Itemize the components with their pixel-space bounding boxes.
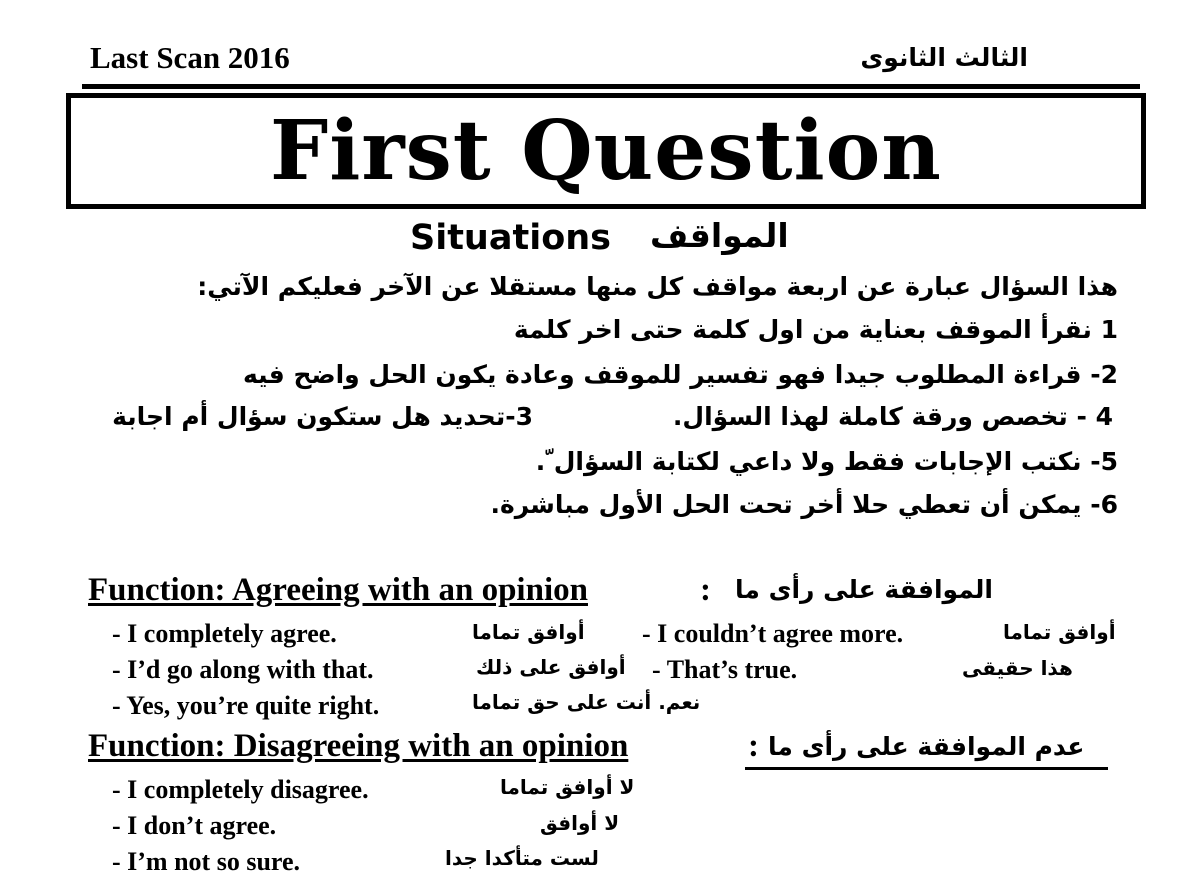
instruction-step-2: 2- قراءة المطلوب جيدا فهو تفسير للموقف وعادة يكون الحل واضح فيه <box>243 360 1118 389</box>
instructions-intro: هذا السؤال عبارة عن اربعة مواقف كل منها مستقلا عن الآخر فعليكم الآتي: <box>197 272 1118 301</box>
phrase-ar: نعم. أنت على حق تماما <box>472 690 701 714</box>
header-last-scan: Last Scan 2016 <box>90 40 290 75</box>
subtitle-situations-ar: المواقف <box>650 216 789 255</box>
header-rule <box>82 84 1140 89</box>
phrase-ar: أوافق تماما <box>472 620 585 644</box>
header-grade: الثالث الثانوى <box>860 43 1028 72</box>
phrase-ar: أوافق تماما <box>1003 620 1116 644</box>
phrase-en: - I’m not so sure. <box>112 847 301 876</box>
function-agreeing-title: Function: Agreeing with an opinion <box>88 572 588 608</box>
function-disagreeing-title-ar: عدم الموافقة على رأى ما <box>768 732 1085 761</box>
phrase-en: - I’d go along with that. <box>112 655 374 684</box>
instruction-step-6: 6- يمكن أن تعطي حلا أخر تحت الحل الأول مباشرة. <box>490 490 1118 519</box>
function-agreeing-colon: : <box>700 572 711 608</box>
phrase-en: - I completely disagree. <box>112 775 369 804</box>
function-disagreeing-title: Function: Disagreeing with an opinion <box>88 728 629 764</box>
instruction-step-5: 5- نكتب الإجابات فقط ولا داعي لكتابة السؤال ّ. <box>535 447 1118 476</box>
subtitle-situations-en: Situations <box>410 218 611 258</box>
function-agreeing-title-ar: الموافقة على رأى ما <box>735 575 993 604</box>
phrase-ar: هذا حقيقى <box>962 656 1073 680</box>
phrase-en: - Yes, you’re quite right. <box>112 691 380 720</box>
phrase-en: - I don’t agree. <box>112 811 277 840</box>
phrase-ar: لست متأكدا جدا <box>445 846 599 870</box>
phrase-en: - That’s true. <box>652 655 798 684</box>
function-disagreeing-colon: : <box>748 728 759 764</box>
phrase-ar: أوافق على ذلك <box>476 655 626 679</box>
page-title: First Question <box>270 103 942 199</box>
phrase-en: - I completely agree. <box>112 619 337 648</box>
phrase-ar: لا أوافق تماما <box>500 775 635 799</box>
instruction-step-1: 1 نقرأ الموقف بعناية من اول كلمة حتى اخر كلمة <box>513 315 1118 344</box>
title-box <box>66 93 1146 209</box>
instruction-step-4: 4 - تخصص ورقة كاملة لهذا السؤال. <box>672 402 1113 431</box>
instruction-step-3: 3-تحديد هل ستكون سؤال أم اجابة <box>112 402 533 431</box>
phrase-ar: لا أوافق <box>540 811 620 835</box>
phrase-en: - I couldn’t agree more. <box>642 619 904 648</box>
function-disagreeing-underline <box>745 767 1108 770</box>
